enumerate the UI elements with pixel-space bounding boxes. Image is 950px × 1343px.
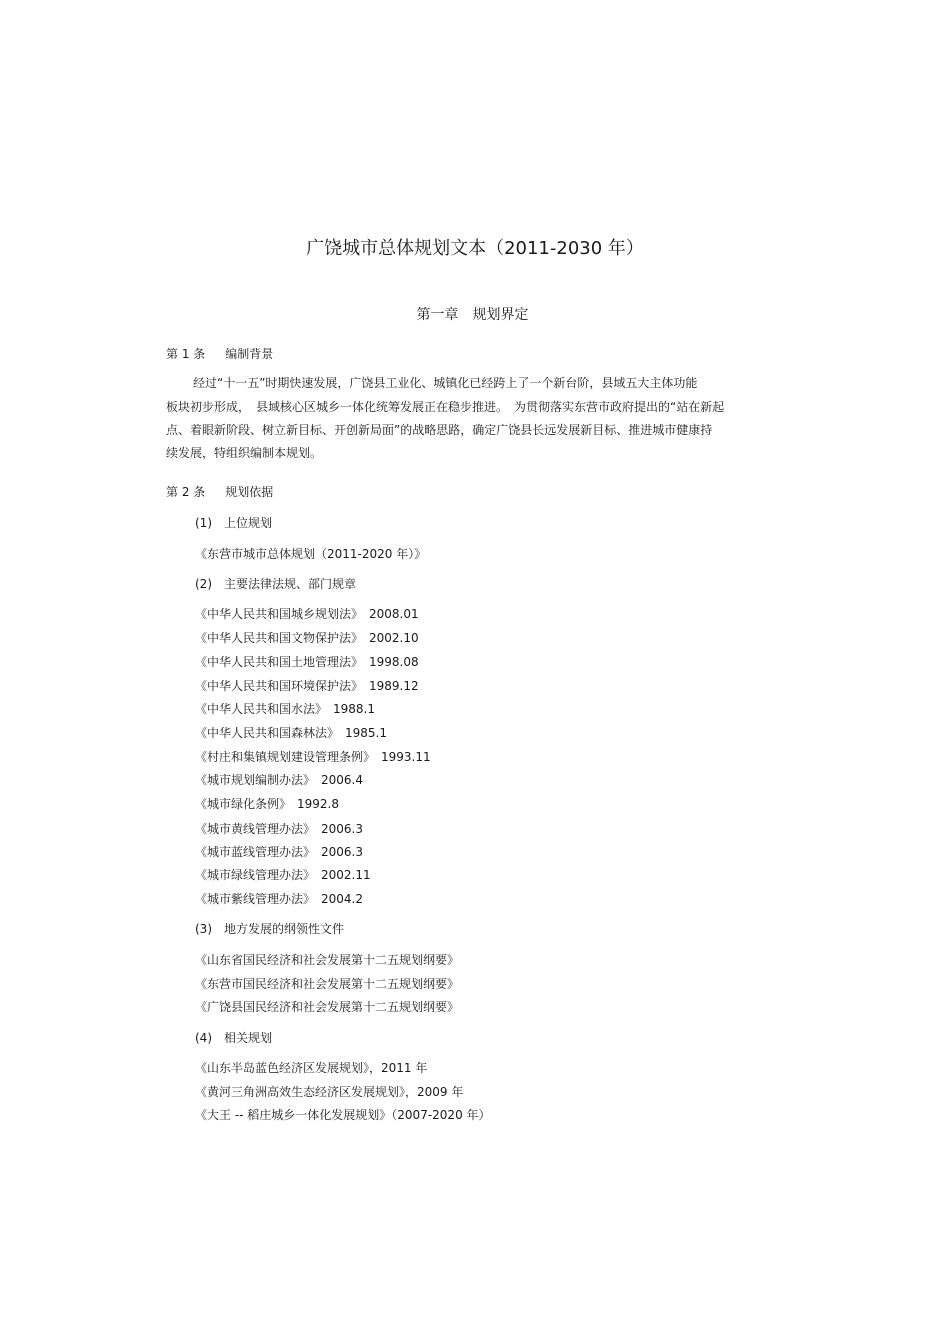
reference-item: 《城市绿线管理办法》 2002.11 xyxy=(195,868,371,882)
document-title: 广饶城市总体规划文本（2011-2030 年） xyxy=(306,238,644,259)
paragraph-line: 板块初步形成， 县域核心区城乡一体化统筹发展正在稳步推进。 为贯彻落实东营市政府提出的“站在新起 xyxy=(166,400,725,414)
reference-item: 《广饶县国民经济和社会发展第十二五规划纲要》 xyxy=(195,1000,460,1014)
reference-item: 《山东半岛蓝色经济区发展规划》，2011 年 xyxy=(195,1061,428,1075)
paragraph-line: 经过“十一五”时期快速发展，广饶县工业化、城镇化已经跨上了一个新台阶，县域五大主体功能 xyxy=(193,376,698,390)
reference-item: 《东营市国民经济和社会发展第十二五规划纲要》 xyxy=(195,977,460,991)
reference-item: 《东营市城市总体规划（2011-2020 年）》 xyxy=(195,547,427,561)
reference-item: 《中华人民共和国环境保护法》 1989.12 xyxy=(195,679,419,693)
reference-item: 《城市黄线管理办法》 2006.3 xyxy=(195,822,363,836)
article-number: 第 2 条 xyxy=(166,485,206,499)
article-number: 第 1 条 xyxy=(166,347,206,361)
reference-item: 《城市紫线管理办法》 2004.2 xyxy=(195,892,363,906)
article-title: 规划依据 xyxy=(225,485,274,499)
reference-item: 《山东省国民经济和社会发展第十二五规划纲要》 xyxy=(195,953,460,967)
reference-item: 《中华人民共和国城乡规划法》 2008.01 xyxy=(195,607,419,621)
reference-item: 《城市规划编制办法》 2006.4 xyxy=(195,773,363,787)
section-label: (4) 相关规划 xyxy=(195,1031,272,1045)
reference-item: 《中华人民共和国水法》 1988.1 xyxy=(195,702,375,716)
reference-item: 《大王 -- 稻庄城乡一体化发展规划》（2007-2020 年） xyxy=(195,1108,491,1122)
section-label: (2) 主要法律法规、部门规章 xyxy=(195,577,356,591)
article-2-heading xyxy=(166,483,273,500)
article-title: 编制背景 xyxy=(225,347,274,361)
reference-item: 《村庄和集镇规划建设管理条例》 1993.11 xyxy=(195,750,431,764)
reference-item: 《城市蓝线管理办法》 2006.3 xyxy=(195,845,363,859)
article-1-heading xyxy=(166,345,273,362)
reference-item: 《中华人民共和国土地管理法》 1998.08 xyxy=(195,655,419,669)
reference-item: 《中华人民共和国文物保护法》 2002.10 xyxy=(195,631,419,645)
chapter-heading: 第一章 规划界定 xyxy=(416,307,529,323)
section-label: (3) 地方发展的纲领性文件 xyxy=(195,922,344,936)
section-label: (1) 上位规划 xyxy=(195,516,272,530)
reference-item: 《城市绿化条例》 1992.8 xyxy=(195,797,339,811)
paragraph-line: 续发展，特组织编制本规划。 xyxy=(166,446,323,460)
paragraph-line: 点、着眼新阶段、树立新目标、开创新局面”的战略思路，确定广饶县长远发展新目标、推进城市健康持 xyxy=(166,423,713,437)
reference-item: 《黄河三角洲高效生态经济区发展规划》，2009 年 xyxy=(195,1085,464,1099)
reference-item: 《中华人民共和国森林法》 1985.1 xyxy=(195,726,387,740)
